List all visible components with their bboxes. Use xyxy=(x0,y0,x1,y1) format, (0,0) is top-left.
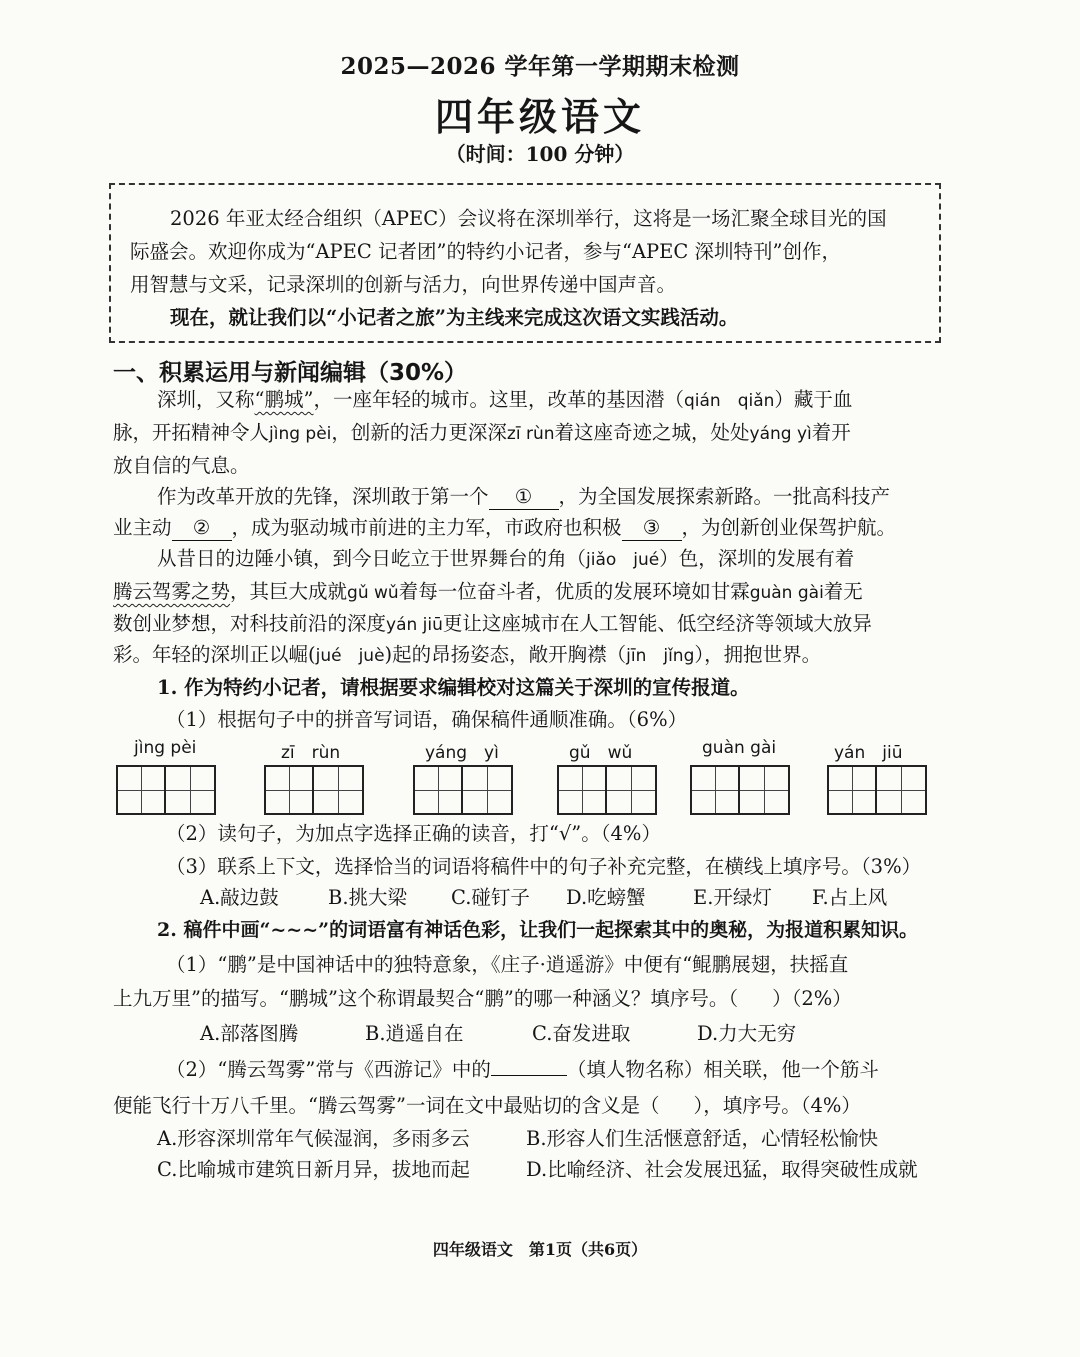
pinyin: jìng pèi xyxy=(269,424,332,444)
pinyin-label-3: yáng yì xyxy=(425,743,499,763)
answer-grid-5[interactable] xyxy=(690,765,790,815)
passage-line-5 xyxy=(113,516,896,541)
passage-line-1 xyxy=(157,388,852,413)
q2-sub2-line-1 xyxy=(166,1058,879,1082)
q2-sub1-line-1: （1）“鹏”是中国神话中的独特意象，《庄子·逍遥游》中便有“鲲鹏展翅，扶摇直 xyxy=(166,953,849,976)
text: 深圳，又称 xyxy=(157,388,255,411)
intro-line-1: 2026 年亚太经合组织（APEC）会议将在深圳举行，这将是一场汇聚全球目光的国 xyxy=(170,207,887,230)
q2-sub2-option-a: A.形容深圳常年气候湿润，多雨多云 xyxy=(157,1127,470,1150)
fill-blank-1[interactable]: ① xyxy=(489,485,559,510)
text: （填人物名称）相关联，他一个筋斗 xyxy=(566,1058,879,1081)
q2-sub2-option-b: B.形容人们生活惬意舒适，心情轻松愉快 xyxy=(526,1127,879,1150)
pinyin: guàn gài xyxy=(749,583,824,603)
text: 业主动 xyxy=(113,516,172,539)
text: 着每一位奋斗者，优质的发展环境如甘霖 xyxy=(398,580,750,603)
answer-grid-2[interactable] xyxy=(264,765,364,815)
q2-sub1-option-b: B.逍遥自在 xyxy=(365,1022,464,1045)
pinyin: yáng yì xyxy=(749,424,812,444)
pinyin-label-4: gǔ wǔ xyxy=(569,743,633,763)
page-title: 四年级语文 xyxy=(434,94,645,139)
q1-option-c: C.碰钉子 xyxy=(451,886,530,909)
text: 从昔日的边陲小镇，到今日屹立于世界舞台的角（ xyxy=(157,547,587,570)
fill-blank-character[interactable] xyxy=(491,1075,567,1076)
fill-blank-2[interactable]: ② xyxy=(172,516,232,541)
text: 着这座奇迹之城，处处 xyxy=(554,421,750,444)
q2-sub2-option-c: C.比喻城市建筑日新月异，拔地而起 xyxy=(157,1158,470,1181)
pinyin-option: jiǎo jué xyxy=(586,550,660,570)
q1-option-e: E.开绿灯 xyxy=(693,886,772,909)
text: ，一座年轻的城市。这里，改革的基因潜（ xyxy=(313,388,684,411)
q1-option-b: B.挑大梁 xyxy=(328,886,408,909)
passage-line-9 xyxy=(113,643,821,668)
text: 便能飞行十万八千里。“腾云驾雾”一词在文中最贴切的含义是（ xyxy=(113,1094,660,1117)
text: 数创业梦想，对科技前沿的深度 xyxy=(113,612,387,635)
pinyin-option: jué juè xyxy=(315,646,385,666)
answer-grid-4[interactable] xyxy=(557,765,657,815)
pinyin: gǔ wǔ xyxy=(347,583,399,603)
intro-line-4: 现在，就让我们以“小记者之旅”为主线来完成这次语文实践活动。 xyxy=(170,306,739,329)
text: ，为全国发展探索新路。一批高科技产 xyxy=(558,485,891,508)
pinyin: yán jiū xyxy=(386,615,443,635)
q1-sub1: （1）根据句子中的拼音写词语，确保稿件通顺准确。（6%） xyxy=(166,708,688,731)
text: （2）“腾云驾雾”常与《西游记》中的 xyxy=(166,1058,491,1081)
pinyin-option: jīn jǐng xyxy=(626,646,695,666)
pinyin-label-1: jìng pèi xyxy=(134,738,197,758)
text: 着开 xyxy=(811,421,851,444)
pinyin-label-6: yán jiū xyxy=(834,743,903,763)
q1-sub2: （2）读句子，为加点字选择正确的读音，打“√”。（4%） xyxy=(166,822,661,845)
pinyin: zī rùn xyxy=(506,424,555,444)
text: ，为创新创业保驾护航。 xyxy=(681,516,897,539)
passage-line-8 xyxy=(113,612,872,637)
q2-sub1-line-2 xyxy=(113,987,852,1011)
q1-sub3: （3）联系上下文，选择恰当的词语将稿件中的句子补充完整，在横线上填序号。（3%） xyxy=(166,855,922,878)
q1-option-d: D.吃螃蟹 xyxy=(566,886,646,909)
passage-line-6 xyxy=(157,547,854,572)
q2-sub1-option-a: A.部落图腾 xyxy=(200,1022,299,1045)
q2-sub1-option-d: D.力大无穷 xyxy=(697,1022,797,1045)
text: 上九万里”的描写。“鹏城”这个称谓最契合“鹏”的哪一种涵义？填序号。（ xyxy=(113,987,739,1010)
intro-line-2: 际盛会。欢迎你成为“APEC 记者团”的特约小记者，参与“APEC 深圳特刊”创作， xyxy=(130,240,841,263)
passage-line-4 xyxy=(157,485,890,510)
passage-line-2 xyxy=(113,421,851,446)
answer-grid-6[interactable] xyxy=(827,765,927,815)
pinyin-option: qián qiǎn xyxy=(683,391,775,411)
answer-grid-1[interactable] xyxy=(116,765,216,815)
wavy-word-pengcheng: “鹏城” xyxy=(254,388,314,411)
section-heading: 一、积累运用与新闻编辑（30%） xyxy=(113,360,468,386)
text: 作为改革开放的先锋，深圳敢于第一个 xyxy=(157,485,489,508)
text: ）（2%） xyxy=(772,987,852,1010)
text: 着无 xyxy=(823,580,863,603)
q2-sub1-option-c: C.奋发进取 xyxy=(532,1022,631,1045)
text: 彩。年轻的深圳正以崛( xyxy=(113,643,316,666)
wavy-word-tengyun: 腾云驾雾之势 xyxy=(113,580,231,603)
q2-stem: 2. 稿件中画“~~~”的词语富有神话色彩，让我们一起探索其中的奥秘，为报道积累知识。 xyxy=(157,919,919,941)
text: ），填序号。（4%） xyxy=(693,1094,861,1117)
q1-stem: 1. 作为特约小记者，请根据要求编辑校对这篇关于深圳的宣传报道。 xyxy=(157,676,750,699)
answer-grid-3[interactable] xyxy=(413,765,513,815)
intro-line-3: 用智慧与文采，记录深圳的创新与活力，向世界传递中国声音。 xyxy=(130,273,677,296)
text: 更让这座城市在人工智能、低空经济等领域大放异 xyxy=(442,612,872,635)
text: ）色，深圳的发展有着 xyxy=(659,547,855,570)
page-footer: 四年级语文 第1页（共6页） xyxy=(432,1240,648,1259)
intro-box xyxy=(109,183,941,343)
pinyin-label-5: guàn gài xyxy=(702,738,777,758)
exam-subtitle: 2025—2026 学年第一学期期末检测 xyxy=(340,53,740,80)
q2-sub2-option-d: D.比喻经济、社会发展迅猛，取得突破性成就 xyxy=(526,1158,918,1181)
pinyin-label-2: zī rùn xyxy=(281,743,341,763)
q1-option-f: F.占上风 xyxy=(812,886,888,909)
q1-option-a: A.敲边鼓 xyxy=(200,886,279,909)
text: ，其巨大成就 xyxy=(230,580,348,603)
exam-time: （时间：100 分钟） xyxy=(445,142,635,166)
text: )起的昂扬姿态，敞开胸襟（ xyxy=(384,643,627,666)
text: ），拥抱世界。 xyxy=(694,643,822,666)
passage-line-7 xyxy=(113,580,863,605)
passage-line-3: 放自信的气息。 xyxy=(113,454,250,477)
text: ，成为驱动城市前进的主力军，市政府也积极 xyxy=(231,516,622,539)
fill-blank-3[interactable]: ③ xyxy=(622,516,682,541)
q2-sub2-line-2 xyxy=(113,1094,861,1118)
text: ）藏于血 xyxy=(774,388,853,411)
text: 脉，开拓精神令人 xyxy=(113,421,270,444)
text: ，创新的活力更深深 xyxy=(331,421,507,444)
